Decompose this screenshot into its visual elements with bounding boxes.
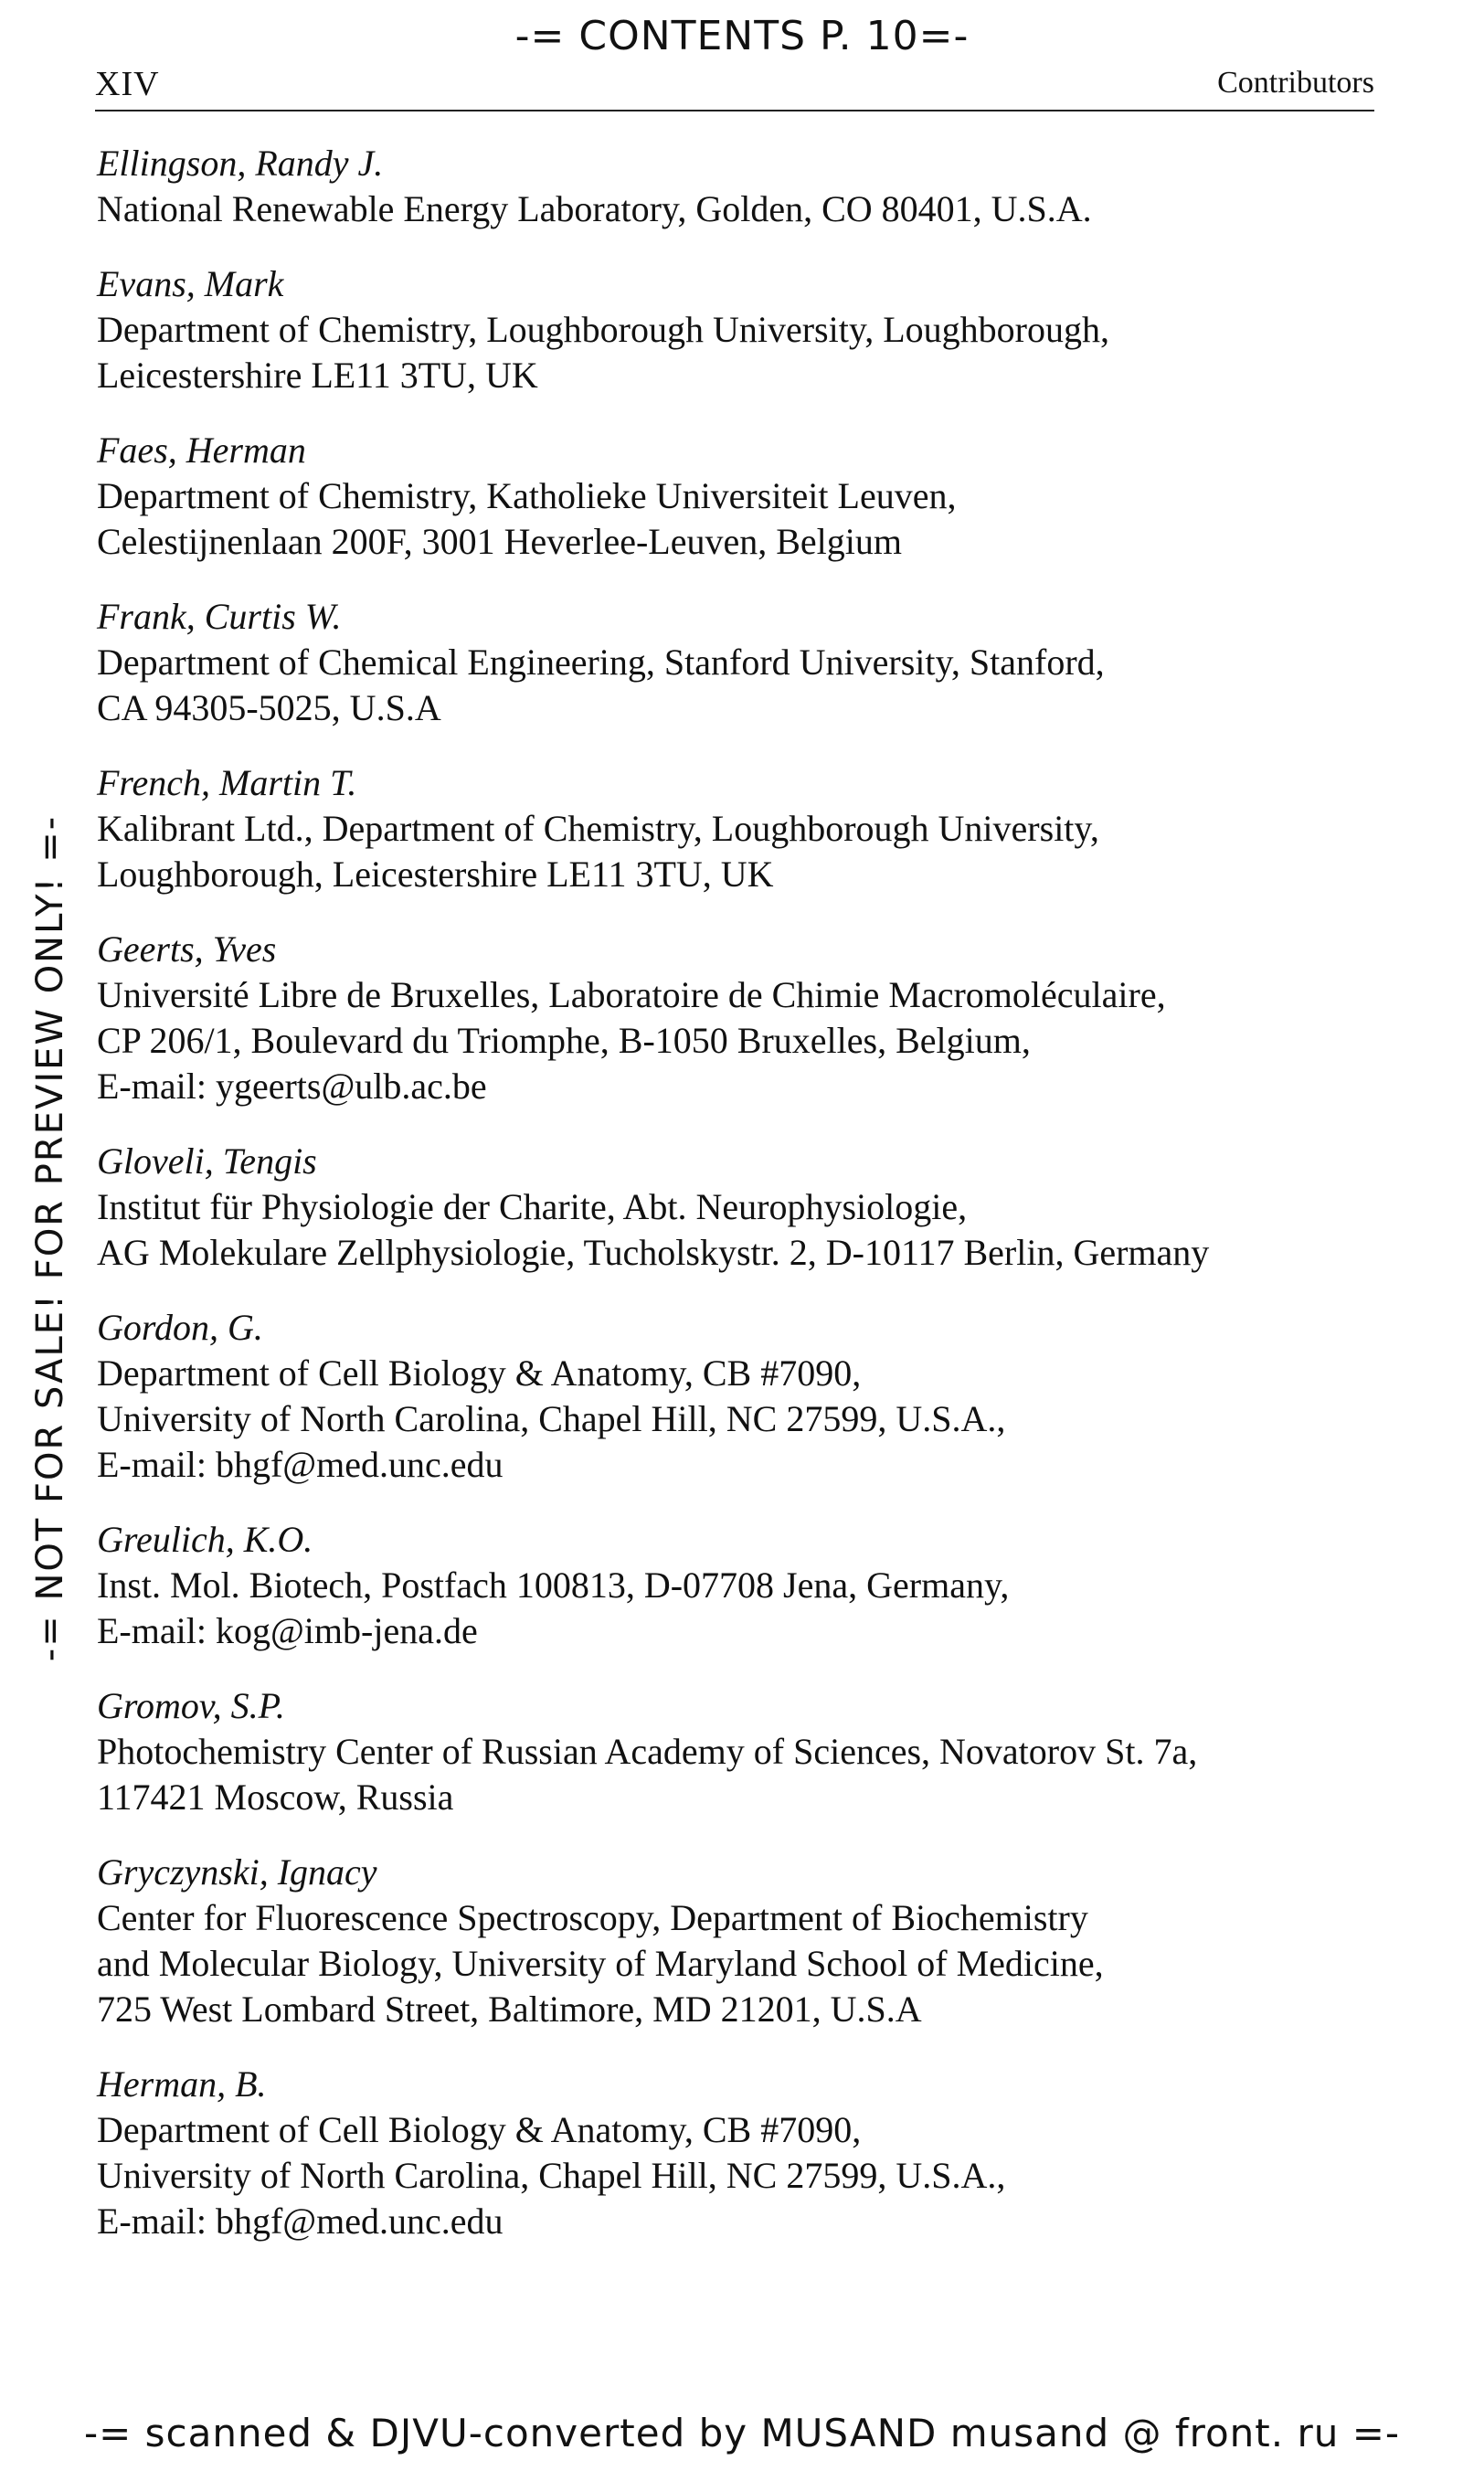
contributor-entry — [97, 141, 1358, 232]
contributor-address-line: Department of Chemistry, Loughborough University, Loughborough, — [97, 309, 1109, 350]
contributor-name: Geerts, Yves — [97, 928, 277, 970]
contributor-address-line: Leicestershire LE11 3TU, UK — [97, 355, 538, 396]
contributor-name: Frank, Curtis W. — [97, 596, 342, 637]
contributor-name: Evans, Mark — [97, 263, 284, 304]
contributor-name: Gloveli, Tengis — [97, 1140, 317, 1182]
contributor-address-line: Celestijnenlaan 200F, 3001 Heverlee-Leuven, Belgium — [97, 521, 902, 562]
contributor-entry — [97, 261, 1358, 398]
contributor-address-line: E-mail: kog@imb-jena.de — [97, 1610, 478, 1651]
contributor-address-line: University of North Carolina, Chapel Hill, NC 27599, U.S.A., — [97, 1398, 1006, 1439]
running-head: Contributors — [1217, 66, 1374, 100]
contributor-address-line: E-mail: bhgf@med.unc.edu — [97, 1444, 504, 1485]
page-number: XIV — [95, 65, 160, 103]
contributor-address-line: Department of Cell Biology & Anatomy, CB #7090, — [97, 1352, 862, 1394]
contributor-address-line: Department of Chemical Engineering, Stanford University, Stanford, — [97, 642, 1105, 683]
page-header — [95, 64, 1374, 111]
contributor-entry — [97, 927, 1358, 1109]
contributor-entry — [97, 2062, 1358, 2244]
contributor-address-line: National Renewable Energy Laboratory, Golden, CO 80401, U.S.A. — [97, 188, 1092, 229]
contributor-entry — [97, 594, 1358, 731]
contributor-address-line: 725 West Lombard Street, Baltimore, MD 21201, U.S.A — [97, 1988, 922, 2030]
contributor-address-line: Université Libre de Bruxelles, Laboratoire de Chimie Macromoléculaire, — [97, 974, 1166, 1015]
contributor-name: French, Martin T. — [97, 762, 357, 803]
contributor-name: Ellingson, Randy J. — [97, 143, 384, 184]
contributor-name: Gryczynski, Ignacy — [97, 1851, 377, 1893]
contributor-address-line: AG Molekulare Zellphysiologie, Tucholskystr. 2, D-10117 Berlin, Germany — [97, 1232, 1210, 1273]
contributor-address-line: Center for Fluorescence Spectroscopy, Department of Biochemistry — [97, 1897, 1088, 1938]
contributor-entry — [97, 1683, 1358, 1820]
contributor-entry — [97, 1305, 1358, 1488]
contributor-name: Gromov, S.P. — [97, 1685, 285, 1726]
contributors-list — [97, 141, 1358, 2274]
contributor-address-line: E-mail: ygeerts@ulb.ac.be — [97, 1066, 487, 1107]
footer-watermark-banner: -= scanned & DJVU-converted by MUSAND musand @ front. ru =- — [83, 2411, 1401, 2455]
contributor-address-line: Department of Chemistry, Katholieke Universiteit Leuven, — [97, 475, 957, 516]
contributor-entry — [97, 428, 1358, 565]
contributor-address-line: Loughborough, Leicestershire LE11 3TU, UK — [97, 854, 774, 895]
contributor-address-line: Photochemistry Center of Russian Academy of Sciences, Novatorov St. 7a, — [97, 1731, 1198, 1772]
contributor-address-line: Institut für Physiologie der Charite, Abt. Neurophysiologie, — [97, 1186, 968, 1227]
contributor-name: Faes, Herman — [97, 430, 306, 471]
contributor-address-line: University of North Carolina, Chapel Hill, NC 27599, U.S.A., — [97, 2155, 1006, 2196]
contributor-address-line: 117421 Moscow, Russia — [97, 1776, 454, 1818]
contributor-address-line: CA 94305-5025, U.S.A — [97, 687, 441, 728]
contributor-name: Greulich, K.O. — [97, 1519, 313, 1560]
top-watermark-banner: -= CONTENTS P. 10=- — [514, 13, 970, 59]
contributor-entry — [97, 1517, 1358, 1654]
contributor-entry — [97, 1139, 1358, 1276]
contributor-address-line: CP 206/1, Boulevard du Triomphe, B-1050 Bruxelles, Belgium, — [97, 1020, 1031, 1061]
contributor-address-line: Department of Cell Biology & Anatomy, CB #7090, — [97, 2109, 862, 2150]
contributor-address-line: and Molecular Biology, University of Maryland School of Medicine, — [97, 1943, 1104, 1984]
contributor-entry — [97, 1850, 1358, 2032]
side-watermark-banner: -= NOT FOR SALE! FOR PREVIEW ONLY! =- — [29, 814, 71, 1662]
contributor-name: Herman, B. — [97, 2063, 267, 2105]
contributor-entry — [97, 760, 1358, 897]
contributor-name: Gordon, G. — [97, 1307, 263, 1348]
contributor-address-line: E-mail: bhgf@med.unc.edu — [97, 2201, 504, 2242]
contributor-address-line: Kalibrant Ltd., Department of Chemistry, Loughborough University, — [97, 808, 1099, 849]
contributor-address-line: Inst. Mol. Biotech, Postfach 100813, D-07708 Jena, Germany, — [97, 1564, 1010, 1606]
